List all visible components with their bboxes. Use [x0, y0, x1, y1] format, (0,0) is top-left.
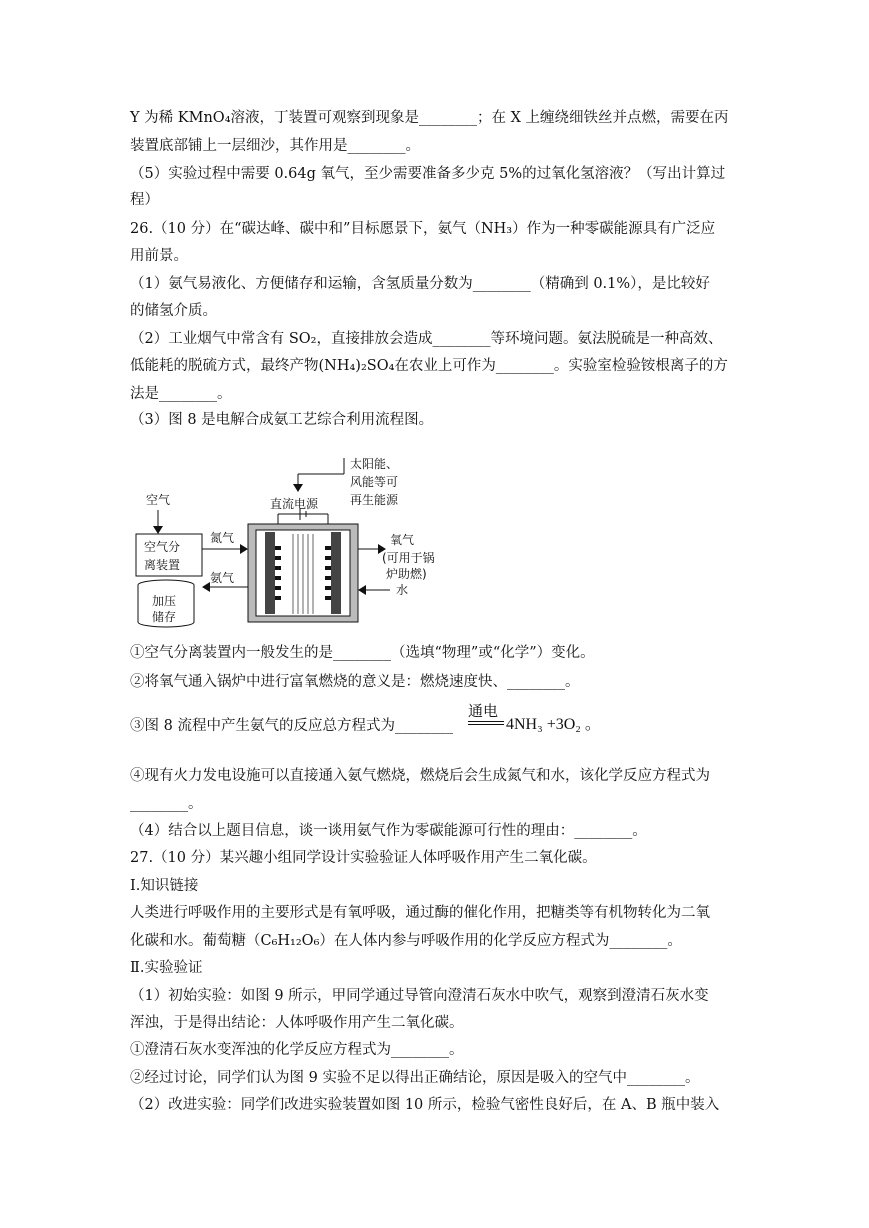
- text-line: （5）实验过程中需要 0.64g 氧气，至少需要准备多少克 5%的过氧化氢溶液？（写出计算过: [130, 166, 726, 182]
- text-line: （3）图 8 是电解合成氨工艺综合利用流程图。: [130, 412, 434, 428]
- oxygen-label: 氧气: [390, 533, 415, 547]
- text-line: Y 为稀 KMnO₄溶液，丁装置可观察到现象是________；在 X 上缠绕细铁丝并点燃，需要在丙: [130, 110, 729, 126]
- question-27-title: 27.（10 分）某兴趣小组同学设计实验验证人体呼吸作用产生二氧化碳。: [130, 850, 597, 866]
- text-line: 的储氢介质。: [130, 303, 217, 319]
- reaction-equation: [468, 700, 628, 740]
- text-line: ④现有火力发电设施可以直接通入氨气燃烧，燃烧后会生成氮气和水，该化学反应方程式为: [130, 768, 710, 784]
- figure-8-flow-diagram: [128, 452, 558, 637]
- text-line: 程）: [130, 192, 159, 208]
- reaction-condition: 通电: [468, 702, 499, 720]
- text-line: （1）初始实验：如图 9 所示，甲同学通过导管向澄清石灰水中吹气，观察到澄清石灰水变: [130, 988, 709, 1004]
- power-label: 直流电源: [270, 497, 319, 511]
- text-line: （1）氨气易液化、方便储存和运输，含氢质量分数为________（精确到 0.1%），是比较好: [130, 276, 710, 292]
- water-label: 水: [396, 583, 409, 597]
- nitrogen-label: 氮气: [210, 531, 235, 545]
- storage-label: 加压: [152, 594, 177, 608]
- separator-label: 空气分: [144, 540, 181, 554]
- text-line: （2）工业烟气中常含有 SO₂，直接排放会造成________等环境问题。氨法脱硫是一种高效、: [130, 331, 723, 347]
- text-line: 低能耗的脱硫方式，最终产物(NH₄)₂SO₄在农业上可作为________。实验室检验铵根离子的方: [130, 358, 728, 374]
- oxygen-note: (可用于锅: [382, 551, 435, 565]
- text-line: （4）结合以上题目信息，谈一谈用氨气作为零碳能源可行性的理由：________。: [130, 823, 647, 839]
- text-line: ③图 8 流程中产生氨气的反应总方程式为________: [130, 718, 453, 734]
- air-label: 空气: [146, 493, 171, 507]
- text-line: 装置底部铺上一层细沙，其作用是________。: [130, 138, 420, 154]
- text-line: ②将氧气通入锅炉中进行富氧燃烧的意义是：燃烧速度快、________。: [130, 674, 580, 690]
- separator-label: 离装置: [144, 558, 181, 572]
- text-line: 浑浊，于是得出结论：人体呼吸作用产生二氧化碳。: [130, 1015, 464, 1031]
- reaction-products: 4NH₃ +3O₂ 。: [506, 716, 601, 733]
- ammonia-label: 氨气: [210, 571, 235, 585]
- oxygen-note: 炉助燃): [386, 567, 427, 581]
- text-line: 人类进行呼吸作用的主要形式是有氧呼吸，通过酶的催化作用，把糖类等有机物转化为二氧: [130, 905, 710, 921]
- energy-source-label: 风能等可: [350, 475, 399, 489]
- text-line: 化碳和水。葡萄糖（C₆H₁₂O₆）在人体内参与呼吸作用的化学反应方程式为________。: [130, 933, 682, 949]
- equal-sign: [468, 721, 504, 725]
- section-heading: Ⅱ.实验验证: [130, 960, 203, 976]
- storage-label: 储存: [152, 610, 177, 624]
- text-line: （2）改进实验：同学们改进实验装置如图 10 所示，检验气密性良好后，在 A、B 瓶中装入: [130, 1097, 720, 1113]
- text-line: ①空气分离装置内一般发生的是________（选填“物理”或“化学”）变化。: [130, 645, 595, 661]
- text-line: ①澄清石灰水变浑浊的化学反应方程式为________。: [130, 1042, 464, 1058]
- text-line: 用前景。: [130, 248, 188, 264]
- text-line: ②经过讨论，同学们认为图 9 实验不足以得出正确结论，原因是吸入的空气中________。: [130, 1070, 700, 1086]
- energy-source-label: 太阳能、: [350, 457, 399, 471]
- section-heading: Ⅰ.知识链接: [130, 878, 199, 894]
- question-26-title: 26.（10 分）在“碳达峰、碳中和”目标愿景下，氨气（NH₃）作为一种零碳能源具有广泛应: [130, 221, 716, 237]
- energy-source-label: 再生能源: [350, 493, 399, 507]
- text-line: ________。: [130, 796, 203, 812]
- text-line: 法是________。: [130, 386, 232, 402]
